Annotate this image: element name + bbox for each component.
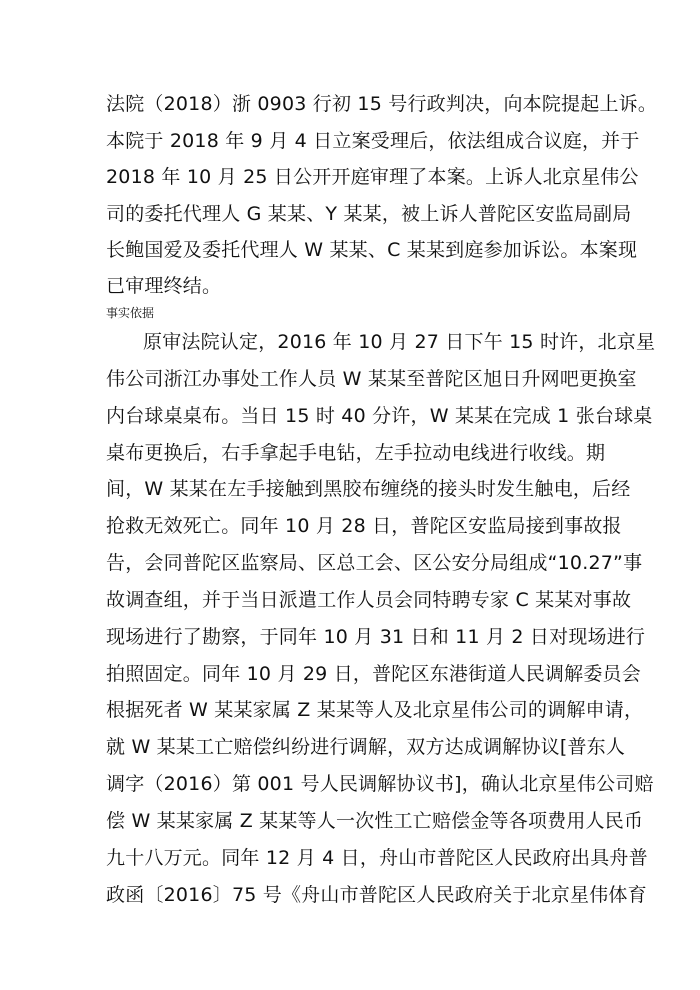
text-line: 内台球桌桌布。当日 15 时 40 分许，W 某某在完成 1 张台球桌 [106,405,653,427]
text-line: 政函〔2016〕75 号《舟山市普陀区人民政府关于北京星伟体育 [106,884,647,906]
text-line: 九十八万元。同年 12 月 4 日，舟山市普陀区人民政府出具舟普 [106,847,648,869]
text-line: 现场进行了勘察，于同年 10 月 31 日和 11 月 2 日对现场进行 [106,626,646,648]
text-line: 长鲍国爱及委托代理人 W 某某、C 某某到庭参加诉讼。本案现 [106,239,638,261]
text-line: 间，W 某某在左手接触到黑胶布缠绕的接头时发生触电，后经 [106,478,631,500]
text-line: 伟公司浙江办事处工作人员 W 某某至普陀区旭日升网吧更换室 [106,368,637,390]
text-line: 本院于 2018 年 9 月 4 日立案受理后，依法组成合议庭，并于 [106,130,640,152]
text-line: 故调查组，并于当日派遣工作人员会同特聘专家 C 某某对事故 [106,589,632,611]
text-line: 就 W 某某工亡赔偿纠纷进行调解，双方达成调解协议[普东人 [106,736,626,758]
text-line: 已审理终结。 [106,275,222,297]
text-line: 偿 W 某某家属 Z 某某等人一次性工亡赔偿金等各项费用人民币 [106,810,644,832]
text-line: 2018 年 10 月 25 日公开开庭审理了本案。上诉人北京星伟公 [106,166,639,188]
text-line: 抢救无效死亡。同年 10 月 28 日，普陀区安监局接到事故报 [106,515,622,537]
text-line: 告，会同普陀区监察局、区总工会、区公安分局组成“10.27”事 [106,552,643,574]
text-line: 司的委托代理人 G 某某、Y 某某，被上诉人普陀区安监局副局 [106,203,632,225]
text-line: 桌布更换后，右手拿起手电钻，左手拉动电线进行收线。期 [106,442,606,464]
text-line: 根据死者 W 某某家属 Z 某某等人及北京星伟公司的调解申请， [106,699,644,721]
text-line: 调字（2016）第 001 号人民调解协议书]，确认北京星伟公司赔 [106,773,654,795]
text-line: 原审法院认定，2016 年 10 月 27 日下午 15 时许，北京星 [143,331,656,353]
text-line: 法院（2018）浙 0903 行初 15 号行政判决，向本院提起上诉。 [106,93,658,115]
text-line: 拍照固定。同年 10 月 29 日，普陀区东港街道人民调解委员会 [106,663,641,685]
section-label: 事实依据 [106,306,155,320]
